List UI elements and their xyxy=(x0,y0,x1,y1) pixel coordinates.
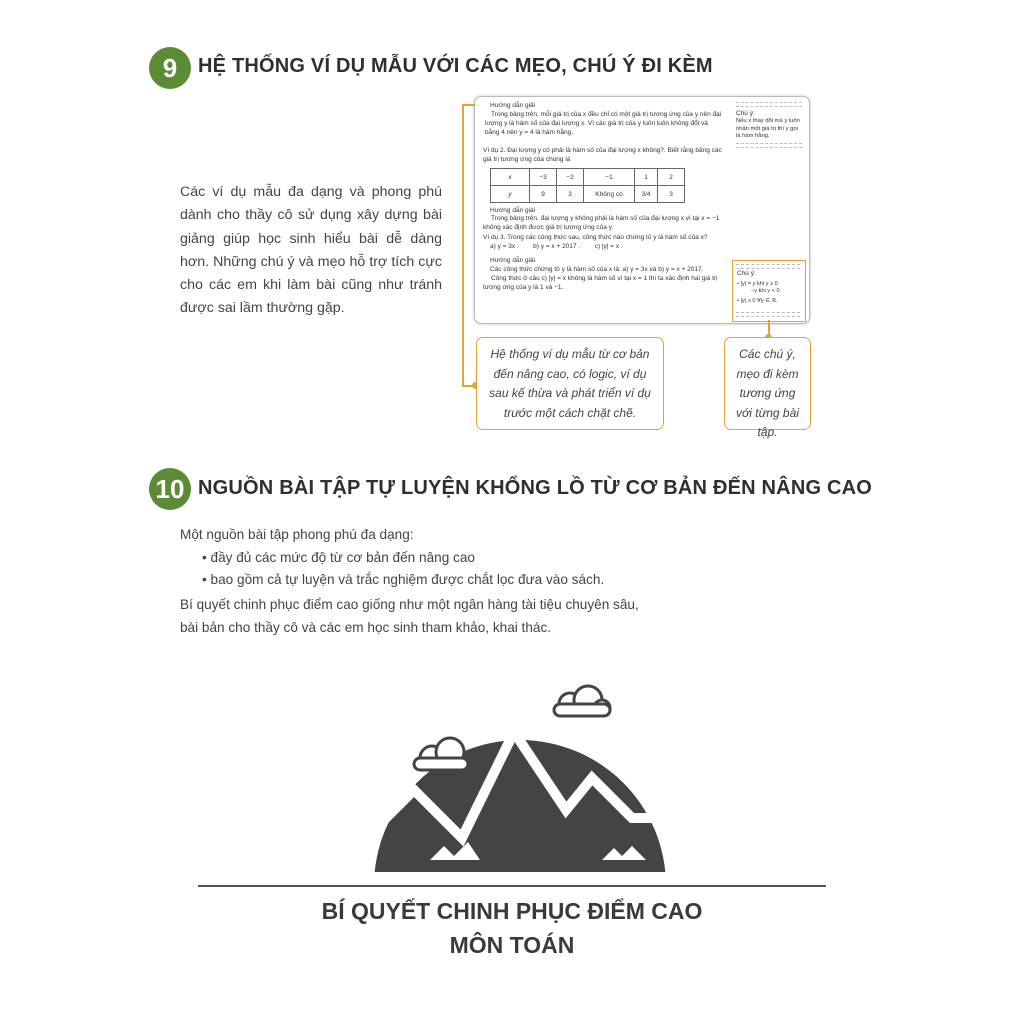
sample-note-2-line-1: • |y| = y khi y ≥ 0 xyxy=(737,281,778,287)
sample-value-table xyxy=(490,168,685,203)
list-item: • đầy đủ các mức độ từ cơ bản đến nâng cao xyxy=(202,550,475,565)
section-10-intro: Một nguồn bài tập phong phú đa dạng: xyxy=(180,527,414,542)
sample-para-3b: Công thức ở câu c) |y| = x không là hàm số vì tại x = 1 thì ta xác định hai giá trị tương ứng của y là 1 và −1. xyxy=(483,275,718,291)
callout-examples-text: Hệ thống ví dụ mẫu từ cơ bản đến nâng cao, có logic, ví dụ sau kế thừa và phát triển ví dụ trước một cách chặt chẽ. xyxy=(489,347,651,420)
section-10-badge xyxy=(149,468,191,510)
divider xyxy=(736,143,802,148)
section-10-number: 10 xyxy=(155,473,185,504)
connector-line-left xyxy=(462,104,464,386)
sample-heading-1: Hướng dẫn giải xyxy=(490,102,536,109)
sample-para-2: Trong bảng trên, đại lượng y không phải là hàm số của đại lượng x vì tại x = −1 không xác định được giá trị tương ứng của y. xyxy=(483,215,720,231)
table-row: x −3 −2 −1 1 2 xyxy=(491,169,685,186)
sample-heading-3: Hướng dẫn giải xyxy=(490,257,536,264)
section-10-title: NGUỒN BÀI TẬP TỰ LUYỆN KHỔNG LỒ TỪ CƠ BẢN ĐẾN NÂNG CAO xyxy=(198,477,873,499)
sample-note-2-title: Chú ý: xyxy=(737,270,756,277)
list-item: • bao gồm cả tự luyện và trắc nghiệm được chắt lọc đưa vào sách. xyxy=(202,572,605,587)
table-row: y 9 3 Không có 3/4 3 xyxy=(491,186,685,203)
callout-notes-text: Các chú ý, mẹo đi kèm tương ứng với từng bài tập. xyxy=(736,347,799,439)
section-9-number: 9 xyxy=(162,52,178,83)
sample-note-2-highlight xyxy=(732,260,806,322)
section-9-intro: Các ví dụ mẫu đa dạng và phong phú dành cho thầy cô sử dụng xây dựng bài giảng giúp học sinh hiểu bài dễ dàng hơn. Những chú ý và mẹo hỗ trợ tích cực cho các em khi làm bài cũng như tránh được sai lầm thường gặp. xyxy=(180,184,442,317)
mountain-cloud-icon xyxy=(370,660,670,886)
sample-heading-2: Hướng dẫn giải xyxy=(490,207,536,214)
cloud-right xyxy=(554,686,610,716)
sample-page-excerpt xyxy=(474,96,810,324)
connector-line-left-top xyxy=(462,104,475,106)
cloud-left xyxy=(414,738,468,770)
sample-note-1-text: Nếu x thay đổi mà y luôn nhận một giá trị thì y gọi là hàm hằng. xyxy=(736,118,800,139)
callout-examples xyxy=(476,337,664,430)
section-9-badge xyxy=(149,47,191,89)
divider xyxy=(736,312,800,317)
sample-note-2-line-3: • |y| ≥ 0 ∀y ∈ ℝ. xyxy=(737,298,778,304)
footer-rule xyxy=(198,885,826,887)
sample-example-3: Ví dụ 3. Trong các công thức sau, công thức nào chứng tỏ y là hàm số của x? xyxy=(483,234,708,241)
sample-para-3a: Các công thức chứng tỏ y là hàm số của x là: a) y = 3x và b) y = x + 2017. xyxy=(490,266,704,273)
section-10-para-line-1: Bí quyết chinh phục điểm cao giống như một ngân hàng tài tiệu chuyên sâu, xyxy=(180,597,639,612)
sample-example-2: Ví dụ 2. Đại lượng y có phải là hàm số của đại lượng x không?. Biết rằng bảng các giá trị tương ứng của chúng là xyxy=(483,147,722,163)
section-9-title: HỆ THỐNG VÍ DỤ MẪU VỚI CÁC MẸO, CHÚ Ý ĐI KÈM xyxy=(198,55,713,77)
base-strip xyxy=(370,872,670,886)
sample-note-1-title: Chú ý: xyxy=(736,110,755,117)
divider xyxy=(736,264,800,269)
section-10-para-line-2: bài bản cho thầy cô và các em học sinh tham khảo, khai thác. xyxy=(180,620,552,635)
footer-title-line-1: BÍ QUYẾT CHINH PHỤC ĐIỂM CAO xyxy=(321,898,703,924)
divider xyxy=(736,102,802,107)
footer-title-line-2: MÔN TOÁN xyxy=(449,932,575,958)
sample-note-2-line-2: −y khi y < 0. xyxy=(737,288,782,294)
callout-notes xyxy=(724,337,811,439)
sample-para-1: Trong bảng trên, mỗi giá trị của x đều chỉ có một giá trị tương ứng của y nên đại lượng y là hàm số của đại lượng x. Vì các giá trị của y luôn luôn không đổi và bằng 4 nên y = 4 là hàm hằng. xyxy=(485,111,722,136)
sample-options: a) y = 3x . b) y = x + 2017 . c) |y| = x . xyxy=(490,243,623,250)
